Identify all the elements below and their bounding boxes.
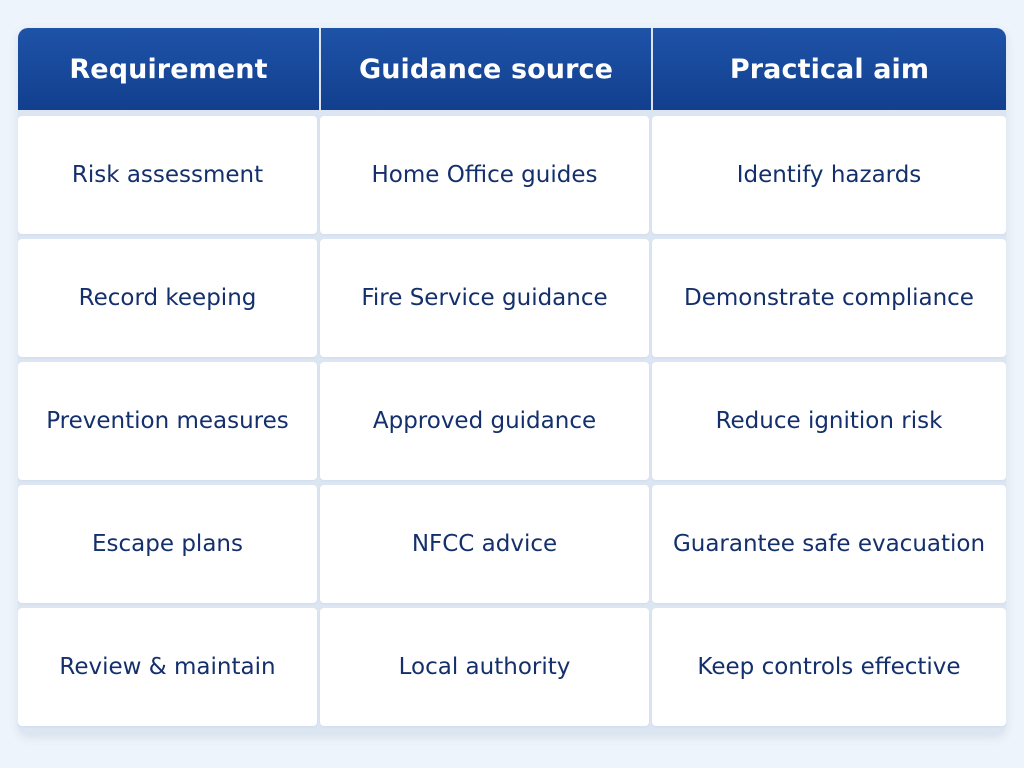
practical-aim-cell: Keep controls effective (652, 608, 1006, 726)
table-body (18, 110, 1006, 726)
table-row (18, 608, 1006, 726)
practical-aim-cell: Identify hazards (652, 116, 1006, 234)
requirement-cell: Review & maintain (18, 608, 317, 726)
guidance-source-cell: NFCC advice (320, 485, 649, 603)
practical-aim-cell: Reduce ignition risk (652, 362, 1006, 480)
guidance-source-cell: Home Office guides (320, 116, 649, 234)
table-header-row (18, 28, 1006, 110)
table-row (18, 485, 1006, 603)
practical-aim-cell: Guarantee safe evacuation (652, 485, 1006, 603)
requirements-table (18, 28, 1006, 734)
requirement-cell: Escape plans (18, 485, 317, 603)
requirement-cell: Risk assessment (18, 116, 317, 234)
requirement-cell: Prevention measures (18, 362, 317, 480)
practical-aim-cell: Demonstrate compliance (652, 239, 1006, 357)
table-row (18, 362, 1006, 480)
header-practical-aim: Practical aim (651, 28, 1006, 110)
table-row (18, 239, 1006, 357)
guidance-source-cell: Approved guidance (320, 362, 649, 480)
guidance-source-cell: Fire Service guidance (320, 239, 649, 357)
header-requirement: Requirement (69, 53, 268, 85)
header-guidance-source: Guidance source (319, 28, 651, 110)
guidance-source-cell: Local authority (320, 608, 649, 726)
table-row (18, 116, 1006, 234)
requirement-cell: Record keeping (18, 239, 317, 357)
